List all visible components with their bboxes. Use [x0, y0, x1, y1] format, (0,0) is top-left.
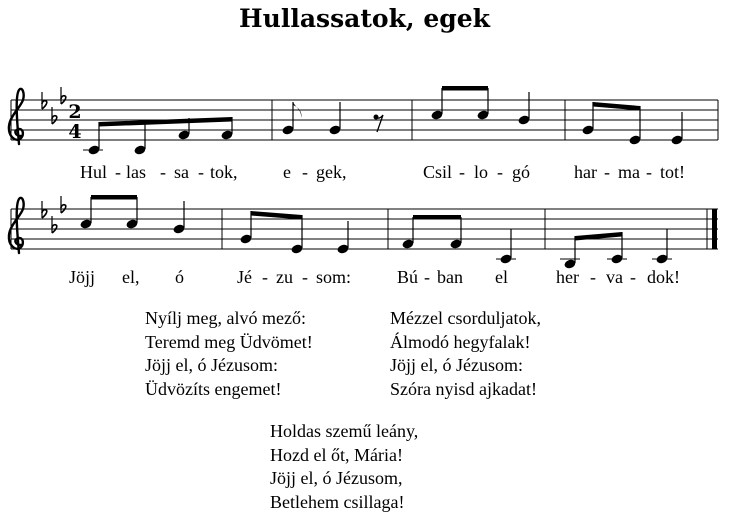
svg-text:Jé: Jé	[237, 267, 252, 287]
verse-line: Teremd meg Üdvömet!	[145, 331, 313, 352]
svg-text:el: el	[495, 267, 508, 287]
svg-text:4: 4	[68, 121, 82, 143]
svg-text:-: -	[497, 162, 503, 182]
svg-text:va: va	[606, 267, 623, 287]
beam	[413, 215, 461, 220]
staff-lines	[11, 209, 718, 249]
svg-text:e: e	[283, 162, 291, 182]
svg-text:-: -	[262, 267, 268, 287]
verse-line: Mézzel csorduljatok,	[390, 308, 541, 328]
verse-line: Nyílj meg, alvó mező:	[145, 308, 306, 328]
svg-text:-: -	[424, 267, 430, 287]
eighth-rest-icon	[374, 115, 384, 133]
key-signature	[42, 87, 66, 124]
svg-text:zu: zu	[276, 267, 293, 287]
song-title: Hullassatok, egek	[239, 4, 490, 33]
beam	[99, 117, 232, 127]
svg-text:gek,: gek,	[316, 162, 347, 182]
time-signature	[68, 101, 81, 143]
svg-text:2: 2	[68, 101, 82, 123]
verse-line: Üdvözíts engemet!	[145, 378, 282, 399]
beam	[442, 86, 488, 91]
svg-text:tot!: tot!	[660, 162, 685, 182]
svg-text:-: -	[198, 162, 204, 182]
svg-text:-: -	[115, 162, 121, 182]
svg-text:lo: lo	[474, 162, 489, 182]
svg-text:ó: ó	[175, 267, 184, 287]
svg-text:ban: ban	[437, 267, 463, 287]
svg-text:gó: gó	[512, 162, 530, 182]
beam	[593, 102, 640, 111]
measure-4	[581, 102, 683, 146]
svg-text:dok!: dok!	[647, 267, 680, 287]
verse-line: Jöjj el, ó Jézusom,	[270, 468, 403, 488]
key-signature	[42, 196, 66, 233]
verse-block-right	[390, 307, 541, 401]
verse-line: Jöjj el, ó Jézusom:	[390, 355, 523, 375]
lyrics-line-2	[69, 267, 680, 287]
system-2	[9, 195, 718, 287]
measure-1	[83, 117, 234, 156]
verse-line: Betlehem csillaga!	[270, 491, 405, 512]
svg-text:som:: som:	[316, 267, 352, 287]
svg-text:las: las	[126, 162, 146, 182]
svg-text:her: her	[556, 267, 579, 287]
svg-text:tok,: tok,	[210, 162, 238, 182]
svg-text:ma: ma	[618, 162, 640, 182]
svg-text:-: -	[302, 267, 308, 287]
svg-text:har: har	[574, 162, 597, 182]
svg-text:-: -	[604, 162, 610, 182]
verse-block-left	[145, 307, 313, 401]
beam	[91, 195, 137, 200]
final-barline	[712, 209, 717, 249]
svg-text:Bú: Bú	[397, 267, 419, 287]
svg-text:-: -	[630, 267, 636, 287]
svg-text:-: -	[590, 267, 596, 287]
svg-text:sa: sa	[174, 162, 189, 182]
measure-7	[401, 215, 516, 265]
system-1	[9, 86, 718, 182]
verse-line: Hozd el őt, Mária!	[270, 444, 403, 465]
svg-text:-: -	[160, 162, 166, 182]
verse-line: Szóra nyisd ajkadat!	[390, 378, 537, 399]
svg-text:el,: el,	[122, 267, 140, 287]
verse-line: Álmodó hegyfalak!	[390, 331, 531, 352]
svg-text:Csil: Csil	[423, 162, 453, 182]
beam	[251, 211, 302, 220]
measure-2	[281, 102, 383, 136]
verse-line: Holdas szemű leány,	[270, 421, 419, 441]
lyrics-line-1	[80, 162, 685, 182]
svg-text:Jöjj: Jöjj	[69, 267, 96, 287]
svg-text:Hul: Hul	[80, 162, 107, 182]
verse-line: Jöjj el, ó Jézusom:	[145, 355, 278, 375]
svg-text:-: -	[459, 162, 465, 182]
svg-text:-: -	[302, 162, 308, 182]
svg-text:-: -	[646, 162, 652, 182]
measure-6	[239, 211, 349, 255]
verse-block-final	[270, 420, 418, 514]
